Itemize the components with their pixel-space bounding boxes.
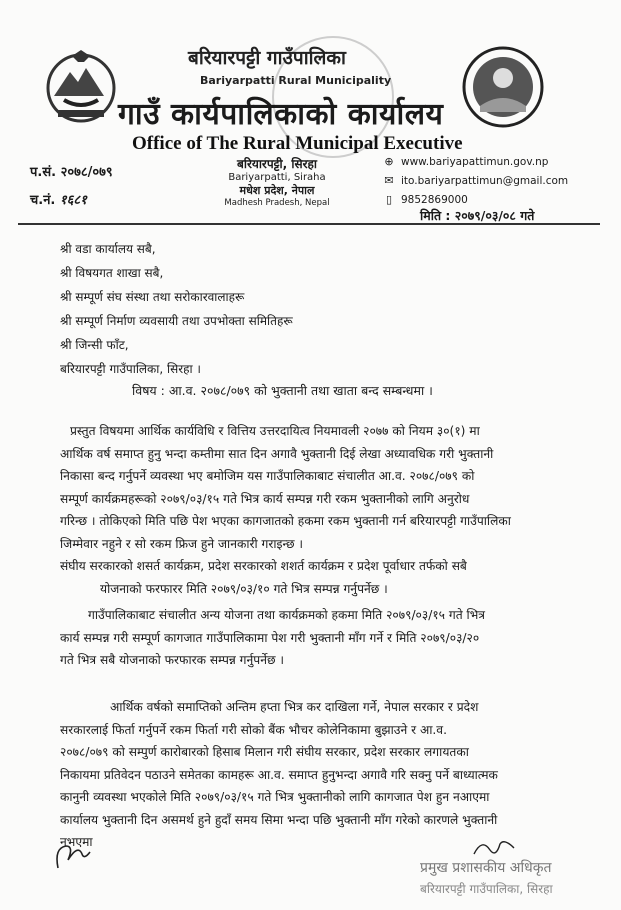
municipality-name-en: Bariyarpatti Rural Municipality xyxy=(200,74,392,87)
address-np-2: मधेश प्रदेश, नेपाल xyxy=(239,184,315,197)
paragraph-3 xyxy=(60,696,600,854)
paragraph-line: कानुनी व्यवस्था भएकोले मिति २०७९/०३/१५ गते भित्र भुक्तानीको लागि कागजात पेश हुन नआएमा xyxy=(60,790,490,804)
paragraph-line: सरकारलाई फिर्ता गर्नुपर्ने रकम फिर्ता गरी सोको बैंक भौचर कोलेनिकामा बुझाउने र आ.व. xyxy=(60,722,447,737)
contact-email xyxy=(383,174,568,187)
paragraph-1 xyxy=(60,420,600,600)
letter-reference: प.सं. २०७८/०७९ xyxy=(30,165,113,180)
municipality-name-np: बरियारपट्टी गाउँपालिका xyxy=(188,47,346,69)
recipient-line: श्री विषयगत शाखा सबै, xyxy=(60,266,164,280)
website-text: www.bariyapattimun.gov.np xyxy=(401,155,549,168)
phone-text: 9852869000 xyxy=(401,193,468,206)
paragraph-line: गरिन्छ । तोकिएको मिति पछि पेश भएका कागजातको हकमा रकम भुक्तानी गर्न बरियारपट्टी गाउँपालिका xyxy=(60,514,511,528)
phone-icon: ▯ xyxy=(385,193,393,206)
paragraph-2 xyxy=(60,604,600,672)
globe-icon: ⊕ xyxy=(384,155,394,168)
letter-subject: विषय : आ.व. २०७८/०७९ को भुक्तानी तथा खाता बन्द सम्बन्धमा । xyxy=(132,383,433,398)
paragraph-line: जिम्मेवार नहुने र सो रकम फ्रिज हुने जानकारी गराइन्छ । xyxy=(60,536,304,551)
letter-date: मिति : २०७९/०३/०८ गते xyxy=(420,208,535,223)
officer-office: बरियारपट्टी गाउँपालिका, सिरहा xyxy=(420,882,553,896)
municipality-seal-icon xyxy=(462,46,544,128)
paragraph-line: योजनाको फरफारर मिति २०७९/०३/१० गते भित्र सम्पन्न गर्नुपर्नेछ । xyxy=(100,581,388,596)
paragraph-line: संघीय सरकारको शसर्त कार्यक्रम, प्रदेश सरकारको शशर्त कार्यक्रम र प्रदेश पूर्वाधार तर्फको सबै xyxy=(60,559,467,573)
recipient-line: श्री वडा कार्यालय सबै, xyxy=(60,242,156,256)
paragraph-line: आर्थिक वर्ष समाप्त हुनु भन्दा कम्तीमा सात दिन अगावै भुक्तानी दिई लेखा अध्यावधिक गरी भुक्तानी xyxy=(60,446,494,461)
office-name-np: गाउँ कार्यपालिकाको कार्यालय xyxy=(118,97,444,132)
header-divider xyxy=(18,223,600,225)
recipient-line: श्री सम्पूर्ण संघ संस्था तथा सरोकारवालाहरू xyxy=(60,290,245,304)
mail-icon: ✉ xyxy=(384,174,394,187)
recipient-line: श्री जिन्सी फाँट, xyxy=(60,338,129,352)
dispatch-value: १६८१ xyxy=(59,193,87,208)
address-en-1: Bariyarpatti, Siraha xyxy=(228,172,326,183)
paragraph-line: २०७८/०७९ को सम्पुर्ण कारोबारको हिसाब मिलान गरी संघीय सरकार, प्रदेश सरकार लगायतका xyxy=(60,745,469,759)
office-name-en: Office of The Rural Municipal Executive xyxy=(132,133,463,154)
address-en-2: Madhesh Pradesh, Nepal xyxy=(224,198,330,208)
paragraph-line: नभएमा xyxy=(60,835,93,849)
contact-website xyxy=(383,155,548,168)
paragraph-line: निकायमा प्रतिवेदन पठाउने समेतका कामहरू आ.व. समाप्त हुनुभन्दा अगावै गरि सक्नु पर्ने बाध्यात्मक xyxy=(60,767,498,782)
dispatch-label: च.नं. xyxy=(30,193,56,208)
contact-phone xyxy=(383,193,468,206)
email-text: ito.bariyarpattimun@gmail.com xyxy=(401,174,569,187)
address-np-1: बरियारपट्टी, सिरहा xyxy=(237,157,317,171)
initials-signature xyxy=(52,838,94,874)
paragraph-line: कार्यालय भुक्तानी दिन असमर्थ हुने हुदाँ समय सिमा भन्दा पछि भुक्तानी माँग गरेको कारणले भुक्तानी xyxy=(60,812,498,827)
nepal-emblem-icon xyxy=(44,48,118,126)
paragraph-line: सम्पूर्ण कार्यक्रमहरूको २०७९/०३/१५ गते भित्र कार्य सम्पन्न गरी रकम भुक्तानीको लागि अनुरोध xyxy=(60,491,470,506)
officer-title: प्रमुख प्रशासकीय अधिकृत xyxy=(420,860,552,876)
paragraph-line: प्रस्तुत विषयमा आर्थिक कार्यविधि र वित्तिय उत्तरदायित्व नियमावली २०७७ को नियम ३०(१) मा xyxy=(70,424,480,438)
paragraph-line: गते भित्र सबै योजनाको फरफारक सम्पन्न गर्नुपर्नेछ । xyxy=(60,653,285,667)
recipient-line: बरियारपट्टी गाउँपालिका, सिरहा । xyxy=(60,362,201,376)
dispatch-number xyxy=(30,190,87,208)
paragraph-line: निकासा बन्द गर्नुपर्ने व्यवस्था भए बमोजिम यस गाउँपालिकाबाट संचालीत आ.व. २०७८/०७९ को xyxy=(60,469,475,483)
paragraph-line: कार्य सम्पन्न गरी सम्पूर्ण कागजात गाउँपालिकामा पेश गरी भुक्तानी माँग गर्ने र मिति २०७९/०३/२० xyxy=(60,630,480,645)
paragraph-line: आर्थिक वर्षको समाप्तिको अन्तिम हप्ता भित्र कर दाखिला गर्ने, नेपाल सरकार र प्रदेश xyxy=(110,700,479,714)
recipient-line: श्री सम्पूर्ण निर्माण व्यवसायी तथा उपभोक्ता समितिहरू xyxy=(60,314,293,328)
paragraph-line: गाउँपालिकाबाट संचालीत अन्य योजना तथा कार्यक्रमको हकमा मिति २०७९/०३/१५ गते भित्र xyxy=(88,608,486,622)
